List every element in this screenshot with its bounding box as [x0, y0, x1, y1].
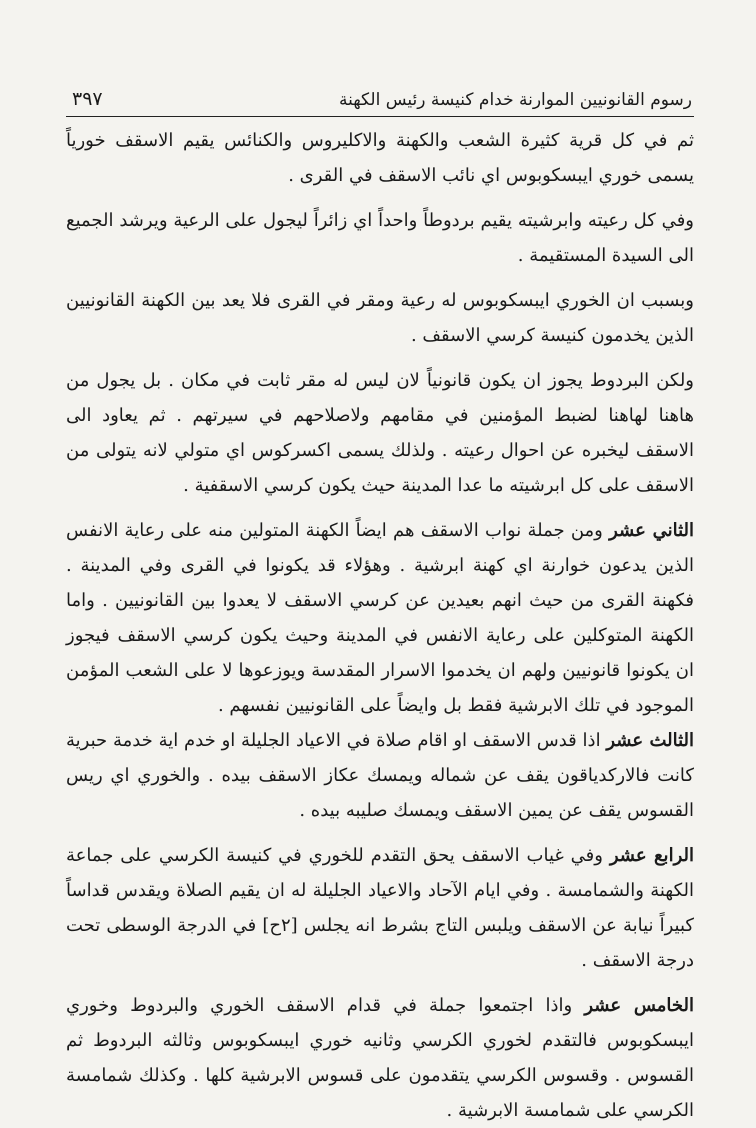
section-number: الثالث عشر: [606, 730, 695, 751]
running-header: [66, 88, 694, 117]
paragraph: [66, 988, 694, 1128]
paragraph-text: وبسبب ان الخوري ايبسكوبوس له رعية ومقر في القرى فلا يعد بين الكهنة القانونيين الذين يخدمون كنيسة كرسي الاسقف .: [66, 290, 694, 346]
paragraph: [66, 513, 694, 723]
paragraph: [66, 838, 694, 978]
running-title: رسوم القانونيين الموارنة خدام كنيسة رئيس الكهنة: [338, 90, 692, 110]
section-number: الثاني عشر: [609, 520, 694, 541]
paragraph: [66, 283, 694, 353]
section-number: الرابع عشر: [609, 845, 694, 866]
paragraph: [66, 363, 694, 503]
paragraph-text: ولكن البردوط يجوز ان يكون قانونياً لان ليس له مقر ثابت في مكان . بل يجول من هاهنا لهاهنا لضبط المؤمنين في مقامهم ولاصلاحهم في سيرتهم . ثم يعاود الى الاسقف ليخبره عن احوال رعيته . ولذلك يسمى اكسركوس اي متولي لانه يتولى من الاسقف على كل ابرشيته ما عدا المدينة حيث يكون كرسي الاسقفية .: [66, 370, 694, 496]
paragraph: [66, 723, 694, 828]
paragraph-text: وفي غياب الاسقف يحق التقدم للخوري في كنيسة الكرسي على جماعة الكهنة والشمامسة . وفي ايام الآحاد والاعياد الجليلة له ان يقيم الصلاة ويقدس قداساً كبيراً نيابة عن الاسقف ويلبس التاج بشرط انه يجلس [٢ح] في الدرجة الوسطى تحت درجة الاسقف .: [66, 845, 694, 971]
paragraph-text: ثم في كل قرية كثيرة الشعب والكهنة والاكليروس والكنائس يقيم الاسقف خورياً يسمى خوري ايبسكوبوس اي نائب الاسقف في القرى .: [66, 130, 694, 186]
section-number: الخامس عشر: [584, 995, 694, 1016]
paragraph-text: ومن جملة نواب الاسقف هم ايضاً الكهنة المتولين منه على رعاية الانفس الذين يدعون خوارنة اي كهنة ابرشية . وهؤلاء قد يكونوا في القرى وفي المدينة . فكهنة القرى من حيث انهم بعيدين عن كرسي الاسقف لا يعدوا بين القانونيين . واما الكهنة المتوكلين على رعاية الانفس في المدينة وحيث يكون كرسي الاسقف فيجوز ان يكونوا قانونيين ولهم ان يخدموا الاسرار المقدسة ويوزعوها لا على الشعب المؤمن الموجود في تلك الابرشية فقط بل وايضاً على القانونيين نفسهم .: [66, 520, 694, 716]
paragraph-text: واذا اجتمعوا جملة في قدام الاسقف الخوري والبردوط وخوري ايبسكوبوس فالتقدم لخوري الكرسي وثانيه خوري ايبسكوبوس وثالثه البردوط ثم القسوس . وقسوس الكرسي يتقدمون على قسوس الابرشية كلها . وكذلك شمامسة الكرسي على شمامسة الابرشية .: [66, 995, 694, 1121]
paragraph-text: وفي كل رعيته وابرشيته يقيم بردوطاً واحداً اي زائراً ليجول على الرعية ويرشد الجميع الى السيدة المستقيمة .: [66, 210, 694, 266]
paragraph: [66, 123, 694, 193]
paragraph-text: اذا قدس الاسقف او اقام صلاة في الاعياد الجليلة او خدم اية خدمة حبرية كانت فالاركدياقون يقف عن شماله ويمسك عكاز الاسقف بيده . والخوري اي ريس القسوس يقف عن يمين الاسقف ويمسك صليبه بيده .: [66, 730, 694, 821]
page-number: ٣٩٧: [72, 88, 103, 110]
paragraph: [66, 203, 694, 273]
